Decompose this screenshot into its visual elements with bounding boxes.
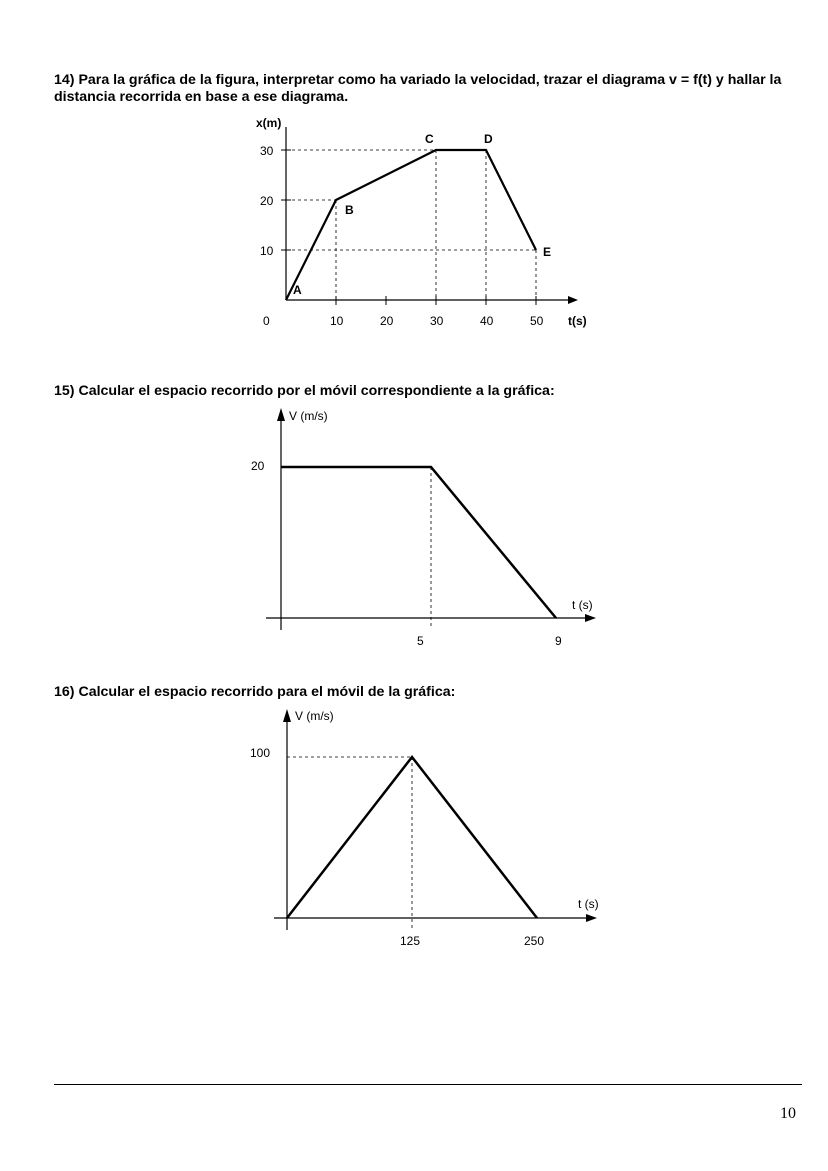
y-tick-label: 20 bbox=[260, 194, 274, 208]
x-tick-label: 250 bbox=[524, 934, 545, 948]
x-axis-label: t(s) bbox=[568, 314, 587, 328]
question-15: 15) Calcular el espacio recorrido por el móvil correspondiente a la gráfica: bbox=[54, 383, 555, 399]
chart-velocity-time-15 bbox=[0, 400, 828, 660]
y-axis-arrow bbox=[277, 408, 285, 421]
x-tick-label: 20 bbox=[380, 314, 394, 328]
footer-rule bbox=[54, 1084, 802, 1085]
y-axis-label: V (m/s) bbox=[295, 709, 334, 723]
series-velocity bbox=[281, 467, 556, 618]
x-axis-arrow bbox=[585, 614, 596, 622]
y-tick-label: 20 bbox=[251, 459, 265, 473]
page-number: 10 bbox=[780, 1105, 796, 1122]
x-tick-label: 50 bbox=[530, 314, 544, 328]
y-tick-label: 10 bbox=[260, 244, 274, 258]
x-axis-label: t (s) bbox=[572, 598, 593, 612]
x-axis-arrow bbox=[568, 296, 578, 304]
x-axis-arrow bbox=[586, 914, 597, 922]
x-tick-label: 5 bbox=[417, 634, 424, 648]
chart-velocity-time-16 bbox=[0, 700, 828, 960]
chart-position-time bbox=[0, 110, 828, 340]
y-tick-label: 100 bbox=[250, 746, 271, 760]
x-tick-label: 40 bbox=[480, 314, 494, 328]
y-axis-label: x(m) bbox=[256, 116, 282, 130]
x-tick-label: 9 bbox=[555, 634, 562, 648]
x-tick-label: 125 bbox=[400, 934, 421, 948]
x-tick-label: 10 bbox=[330, 314, 344, 328]
x-axis-label: t (s) bbox=[578, 897, 599, 911]
point-label-d: D bbox=[484, 132, 493, 146]
point-label-a: A bbox=[293, 283, 302, 297]
y-axis-label: V (m/s) bbox=[289, 409, 328, 423]
y-axis-arrow bbox=[283, 709, 291, 722]
origin-label: 0 bbox=[263, 314, 270, 328]
series-position bbox=[286, 150, 536, 300]
question-14: 14) Para la gráfica de la figura, interpretar como ha variado la velocidad, trazar el diagrama v = f(t) y hallar la distancia recorrida en base a ese diagrama. bbox=[54, 72, 782, 105]
y-tick-label: 30 bbox=[260, 144, 274, 158]
x-tick-label: 30 bbox=[430, 314, 444, 328]
point-label-c: C bbox=[425, 132, 434, 146]
point-label-b: B bbox=[345, 203, 354, 217]
point-label-e: E bbox=[543, 245, 552, 259]
question-16: 16) Calcular el espacio recorrido para el móvil de la gráfica: bbox=[54, 684, 456, 700]
